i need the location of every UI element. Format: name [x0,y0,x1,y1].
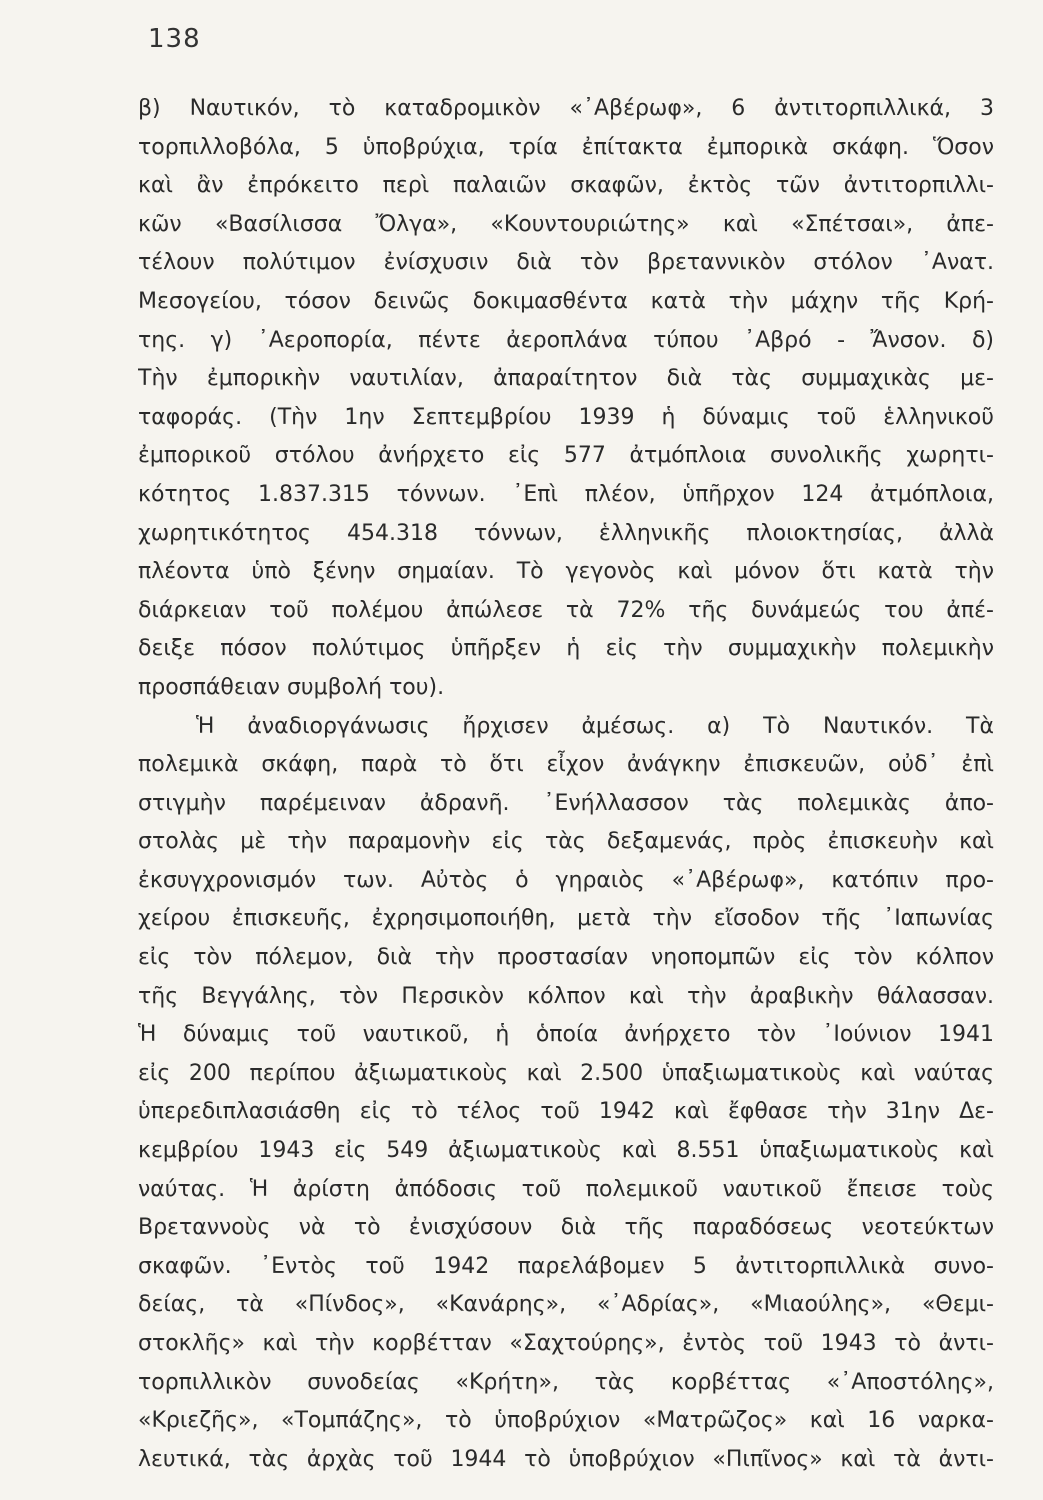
text-line: ὑπερεδιπλασιάσθη εἰς τὸ τέλος τοῦ 1942 καὶ ἔφθασε τὴν 31ην Δε- [138,1099,994,1125]
text-line: τῆς Βεγγάλης, τὸν Περσικὸν κόλπον καὶ τὴν ἀραβικὴν θάλασσαν. [138,983,994,1009]
text-line: δείας, τὰ «Πίνδος», «Κανάρης», «᾿Αδρίας», «Μιαούλης», «Θεμι- [138,1292,994,1318]
text-line: σκαφῶν. ᾿Εντὸς τοῦ 1942 παρελάβομεν 5 ἀντιτορπιλλικὰ συνο- [138,1253,994,1279]
text-line: εἰς τὸν πόλεμον, διὰ τὴν προστασίαν νηοπομπῶν εἰς τὸν κόλπον [138,945,994,971]
text-line: Βρεταννοὺς νὰ τὸ ἐνισχύσουν διὰ τῆς παραδόσεως νεοτεύκτων [138,1215,994,1241]
text-line: ἐμπορικοῦ στόλου ἀνήρχετο εἰς 577 ἀτμόπλοια συνολικῆς χωρητι- [138,443,994,469]
text-line: διάρκειαν τοῦ πολέμου ἀπώλεσε τὰ 72% τῆς δυνάμεώς του ἀπέ- [138,597,994,623]
text-line: χωρητικότητος 454.318 τόννων, ἑλληνικῆς πλοιοκτησίας, ἀλλὰ [138,520,994,546]
text-line: εἰς 200 περίπου ἀξιωματικοὺς καὶ 2.500 ὑπαξιωματικοὺς καὶ ναύτας [138,1060,994,1086]
text-line: στολὰς μὲ τὴν παραμονὴν εἰς τὰς δεξαμενάς, πρὸς ἐπισκευὴν καὶ [138,829,994,855]
text-line: β) Ναυτικόν, τὸ καταδρομικὸν «᾿Αβέρωφ», 6 ἀντιτορπιλλικά, 3 [138,96,994,121]
page-number: 138 [148,24,201,54]
text-line: κεμβρίου 1943 εἰς 549 ἀξιωματικοὺς καὶ 8.551 ὑπαξιωματικοὺς καὶ [138,1138,994,1164]
text-line: Μεσογείου, τόσον δεινῶς δοκιμασθέντα κατὰ τὴν μάχην τῆς Κρή- [138,288,994,314]
text-line: πολεμικὰ σκάφη, παρὰ τὸ ὅτι εἶχον ἀνάγκην ἐπισκευῶν, οὐδ᾿ ἐπὶ [138,752,994,778]
text-line: τορπιλλικὸν συνοδείας «Κρήτη», τὰς κορβέττας «᾿Αποστόλης», [138,1369,994,1395]
text-line: χείρου ἐπισκευῆς, ἐχρησιμοποιήθη, μετὰ τὴν εἴσοδον τῆς ᾿Ιαπωνίας [138,906,994,932]
text-line: στιγμὴν παρέμειναν ἀδρανῆ. ᾿Ενήλλασσον τὰς πολεμικὰς ἀπο- [138,790,994,816]
text-line: «Κριεζῆς», «Τομπάζης», τὸ ὑποβρύχιον «Ματρῶζος» καὶ 16 ναρκα- [138,1408,994,1434]
text-line: ναύτας. Ἡ ἀρίστη ἀπόδοσις τοῦ πολεμικοῦ ναυτικοῦ ἔπεισε τοὺς [138,1176,994,1202]
text-line: στοκλῆς» καὶ τὴν κορβέτταν «Σαχτούρης», ἐντὸς τοῦ 1943 τὸ ἀντι- [138,1331,994,1356]
text-line: ἐκσυγχρονισμόν των. Αὐτὸς ὁ γηραιὸς «᾿Αβέρωφ», κατόπιν προ- [138,867,994,893]
text-line: πλέοντα ὑπὸ ξένην σημαίαν. Τὸ γεγονὸς καὶ μόνον ὅτι κατὰ τὴν [138,559,994,585]
text-line: λευτικά, τὰς ἀρχὰς τοῦ 1944 τὸ ὑποβρύχιον «Πιπῖνος» καὶ τὰ ἀντι- [138,1446,994,1472]
body-text [138,90,994,1479]
text-line: καὶ ἂν ἐπρόκειτο περὶ παλαιῶν σκαφῶν, ἐκτὸς τῶν ἀντιτορπιλλι- [138,173,994,199]
text-line: κότητος 1.837.315 τόννων. ᾿Επὶ πλέον, ὑπῆρχον 124 ἀτμόπλοια, [138,481,994,507]
text-line: κῶν «Βασίλισσα Ὄλγα», «Κουντουριώτης» καὶ «Σπέτσαι», ἀπε- [138,211,994,237]
text-line: δειξε πόσον πολύτιμος ὑπῆρξεν ἡ εἰς τὴν συμμαχικὴν πολεμικὴν [138,636,994,662]
text-line: Ἡ δύναμις τοῦ ναυτικοῦ, ἡ ὁποία ἀνήρχετο τὸν ᾿Ιούνιον 1941 [138,1022,994,1048]
text-line: Τὴν ἐμπορικὴν ναυτιλίαν, ἀπαραίτητον διὰ τὰς συμμαχικὰς με- [138,366,994,392]
text-line: της. γ) ᾿Αεροπορία, πέντε ἀεροπλάνα τύπου ᾿Αβρό - Ἄνσον. δ) [138,327,994,353]
text-line: Ἡ ἀναδιοργάνωσις ἤρχισεν ἀμέσως. α) Τὸ Ναυτικόν. Τὰ [196,713,994,739]
text-line: τέλουν πολύτιμον ἐνίσχυσιν διὰ τὸν βρεταννικὸν στόλον ᾿Ανατ. [138,250,994,276]
text-line: τορπιλλοβόλα, 5 ὑποβρύχια, τρία ἐπίτακτα ἐμπορικὰ σκάφη. Ὅσον [138,134,994,160]
text-line: ταφοράς. (Τὴν 1ην Σεπτεμβρίου 1939 ἡ δύναμις τοῦ ἑλληνικοῦ [138,404,994,430]
text-line: προσπάθειαν συμβολή του). [138,674,445,700]
